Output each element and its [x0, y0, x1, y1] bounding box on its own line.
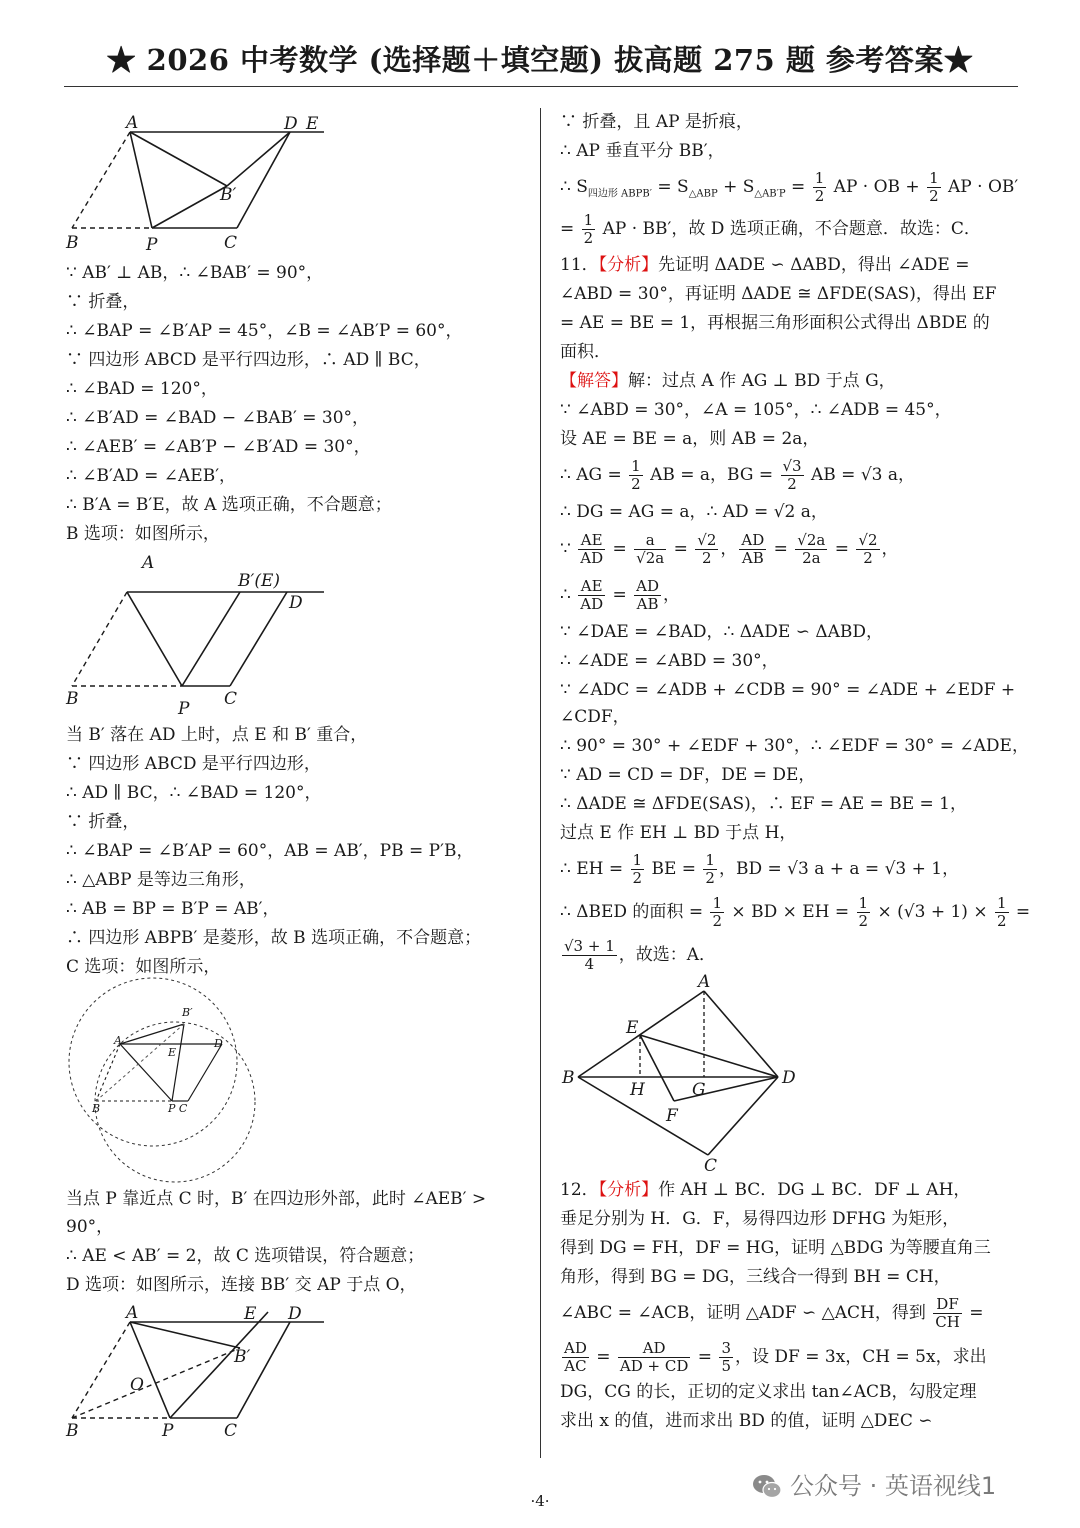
- page-title: ★ 2026 中考数学 (选择题＋填空题) 拔高题 275 题 参考答案★: [106, 43, 974, 77]
- fig4-label-B1: B′: [234, 1347, 251, 1367]
- fig2-label-D: D: [289, 593, 303, 613]
- q12-analysis-5: ∠ABC = ∠ACB，证明 △ADF ∽ △ACH，得到 $\frac{DF}{CH}$ =: [560, 1295, 984, 1331]
- fig1-label-E: E: [306, 114, 319, 134]
- wechat-icon: [752, 1474, 782, 1500]
- fig3-label-E: E: [168, 1046, 177, 1059]
- left-line-9: ∴ B′A = B′E，故 A 选项正确，不合题意；: [66, 495, 392, 515]
- q11-solution-6: ∵ $\frac{AE}{AD}$ = $\frac{a}{√2a}$ = $\frac{√2}{2}$ ， $\frac{AD}{AB}$ = $\frac{√2a}{2a}$ = $\frac{√2}{2}$ ，: [560, 531, 899, 567]
- frac-half-2: $\frac{1}{2}$: [929, 169, 939, 205]
- fig2-label-B: B: [66, 689, 79, 709]
- fig5-label-E: E: [626, 1018, 639, 1038]
- q11-solution-1: 【解答】解：过点 A 作 AG ⊥ BD 于点 G，: [560, 371, 896, 391]
- fig4-label-P: P: [162, 1421, 174, 1441]
- fig3-label-B1: B′: [182, 1006, 193, 1019]
- left-line-13: ∴ AD ∥ BC，∴ ∠BAD = 120°，: [66, 783, 322, 803]
- left-line-1: ∵ AB′ ⊥ AB，∴ ∠BAB′ = 90°，: [66, 263, 324, 283]
- analysis-tag-12: 【分析】: [598, 1180, 659, 1200]
- left-line-15: ∴ ∠BAP = ∠B′AP = 60°，AB = AB′，PB = P′B，: [66, 841, 474, 861]
- fig1-label-B1: B′: [220, 185, 237, 205]
- figure-1-parallelogram: [62, 108, 342, 258]
- figure-3-circles: [62, 982, 272, 1182]
- watermark: [752, 1466, 996, 1501]
- solution-tag: 【解答】: [560, 371, 628, 391]
- analysis-tag: 【分析】: [598, 255, 659, 275]
- q11-analysis-4: 面积．: [560, 342, 611, 362]
- q11-solution-4: ∴ AG = $\frac{1}{2}$ AB = a，BG = $\frac{√3}{2}$ AB = √3 a，: [560, 457, 916, 493]
- figure-4-parallelogram: [62, 1300, 342, 1445]
- area-equation-line: ∴ $S_{四边形 ABPB'} = S_{\triangle ABP} + S_{\triangle AB'P}$ = $\frac{1}{2}$ AP · OB + $\frac{1}{2}$ AP · OB′: [560, 169, 1019, 205]
- left-line-19: C 选项：如图所示，: [66, 957, 221, 977]
- q12-analysis-2: 垂足分别为 H．G．F，易得四边形 DFHG 为矩形，: [560, 1209, 960, 1229]
- left-line-16: ∴ △ABP 是等边三角形，: [66, 870, 256, 890]
- q11-solution-5: ∴ DG = AG = a，∴ AD = √2 a，: [560, 502, 828, 522]
- frac-half-3: $\frac{1}{2}$: [583, 211, 594, 247]
- left-line-6: ∴ ∠B′AD = ∠BAD − ∠BAB′ = 30°，: [66, 408, 370, 428]
- fig4-label-O: O: [130, 1375, 144, 1395]
- q11-analysis-2: ∠ABD = 30°，再证明 ΔADE ≅ ΔFDE(SAS)，得出 EF: [560, 284, 997, 304]
- fig1-label-A: A: [126, 113, 139, 133]
- left-line-20: 当点 P 靠近点 C 时，B′ 在四边形外部，此时 ∠AEB′ >: [66, 1189, 487, 1209]
- q11-solution-2: ∵ ∠ABD = 30°，∠A = 105°，∴ ∠ADB = 45°，: [560, 400, 952, 420]
- q11-solution-17: ∴ ΔBED 的面积 = $\frac{1}{2}$ × BD × EH = $\frac{1}{2}$ × (√3 + 1) × $\frac{1}{2}$ =: [560, 894, 1031, 930]
- left-line-4: ∵ 四边形 ABCD 是平行四边形，∴ AD ∥ BC，: [66, 350, 431, 370]
- column-divider: [540, 108, 541, 1458]
- fig4-label-D: D: [288, 1304, 302, 1324]
- fig3-label-D: D: [214, 1037, 223, 1050]
- q12-analysis-6: $\frac{AD}{AC}$ = $\frac{AD}{AD + CD}$ = $\frac{3}{5}$ ，设 DF = 3x，CH = 5x，求出: [564, 1339, 987, 1375]
- left-line-23: D 选项：如图所示，连接 BB′ 交 AP 于点 O，: [66, 1275, 417, 1295]
- left-line-10: B 选项：如图所示，: [66, 524, 220, 544]
- fig5-label-D: D: [782, 1068, 796, 1088]
- fig5-label-C: C: [704, 1156, 718, 1176]
- q11-solution-16: ∴ EH = $\frac{1}{2}$ BE = $\frac{1}{2}$ ，BD = √3 a + a = √3 + 1，: [560, 851, 960, 887]
- frac-half-1: $\frac{1}{2}$: [814, 169, 825, 205]
- right-line-2: ∴ AP 垂直平分 BB′，: [560, 141, 725, 161]
- q11-solution-7: ∴ $\frac{AE}{AD}$ = $\frac{AD}{AB}$ ，: [560, 577, 681, 613]
- fig1-label-P: P: [146, 235, 158, 255]
- fig5-label-A: A: [698, 972, 711, 992]
- fig3-label-PC: P C: [168, 1102, 188, 1115]
- q12-analysis-3: 得到 DG = FH，DF = HG，证明 △BDG 为等腰直角三: [560, 1238, 991, 1258]
- q11-solution-14: ∴ ΔADE ≅ ΔFDE(SAS)，∴ EF = AE = BE = 1，: [560, 794, 967, 814]
- left-line-11: 当 B′ 落在 AD 上时，点 E 和 B′ 重合，: [66, 725, 368, 745]
- left-line-7: ∴ ∠AEB′ = ∠AB′P − ∠B′AD = 30°，: [66, 437, 371, 457]
- fig4-label-E: E: [244, 1304, 257, 1324]
- left-line-3: ∴ ∠BAP = ∠B′AP = 45°，∠B = ∠AB′P = 60°，: [66, 321, 463, 341]
- q11-solution-9: ∴ ∠ADE = ∠ABD = 30°，: [560, 651, 779, 671]
- q11-solution-8: ∵ ∠DAE = ∠BAD，∴ ΔADE ∽ ΔABD，: [560, 622, 884, 642]
- left-line-17: ∴ AB = BP = B′P = AB′，: [66, 899, 280, 919]
- fig5-label-F: F: [666, 1106, 678, 1126]
- q11-solution-10: ∵ ∠ADC = ∠ADB + ∠CDB = 90° = ∠ADE + ∠EDF +: [560, 680, 1016, 700]
- q11-solution-13: ∵ AD = CD = DF，DE = DE，: [560, 765, 816, 785]
- watermark-text: 公众号 · 英语视线1: [790, 1472, 997, 1500]
- fig4-label-C: C: [224, 1421, 238, 1441]
- page-number: ·4·: [530, 1492, 550, 1510]
- fig3-label-B: B: [92, 1102, 101, 1115]
- figure-2-rhombus: [62, 550, 342, 720]
- left-line-14: ∵ 折叠，: [66, 812, 140, 832]
- left-line-21: 90°，: [66, 1217, 114, 1237]
- q12-analysis-1: 12．【分析】作 AH ⊥ BC．DG ⊥ BC．DF ⊥ AH，: [560, 1180, 971, 1200]
- fig2-label-A: A: [142, 553, 155, 573]
- q11-solution-12: ∴ 90° = 30° + ∠EDF + 30°，∴ ∠EDF = 30° = ∠ADE，: [560, 736, 1029, 756]
- fig3-label-A: A: [114, 1034, 122, 1047]
- fig1-label-C: C: [224, 233, 238, 253]
- q11-solution-15: 过点 E 作 EH ⊥ BD 于点 H，: [560, 823, 797, 843]
- left-line-18: ∴ 四边形 ABPB′ 是菱形，故 B 选项正确，不合题意；: [66, 928, 482, 948]
- right-line-1: ∵ 折叠，且 AP 是折痕，: [560, 112, 753, 132]
- q12-analysis-7: DG，CG 的长，正切的定义求出 tan∠ACB，勾股定理: [560, 1382, 977, 1402]
- q11-solution-11: ∠CDF，: [560, 707, 630, 727]
- figure-5-quadrilateral: [556, 972, 806, 1176]
- q11-analysis-1: 11．【分析】先证明 ΔADE ∽ ΔABD，得出 ∠ADE =: [560, 255, 970, 275]
- q11-analysis-3: = AE = BE = 1，再根据三角形面积公式得出 ΔBDE 的: [560, 313, 990, 333]
- fig4-label-B: B: [66, 1421, 79, 1441]
- left-line-12: ∵ 四边形 ABCD 是平行四边形，: [66, 754, 321, 774]
- q11-solution-3: 设 AE = BE = a，则 AB = 2a，: [560, 429, 820, 449]
- fig5-label-B: B: [562, 1068, 575, 1088]
- q12-analysis-8: 求出 x 的值，进而求出 BD 的值，证明 △DEC ∽: [560, 1411, 933, 1431]
- fig2-label-C: C: [224, 689, 238, 709]
- fig1-label-D: D: [284, 114, 298, 134]
- fig5-label-H: H: [630, 1080, 645, 1100]
- fig1-label-B: B: [66, 233, 79, 253]
- left-line-2: ∵ 折叠，: [66, 292, 140, 312]
- fig5-label-G: G: [692, 1080, 706, 1100]
- header-rule: [64, 86, 1018, 87]
- q11-solution-18: $\frac{√3 + 1}{4}$ ，故选：A．: [564, 937, 717, 973]
- left-line-5: ∴ ∠BAD = 120°，: [66, 379, 218, 399]
- fig4-label-A: A: [126, 1303, 139, 1323]
- fig2-label-P: P: [178, 699, 190, 719]
- left-line-22: ∴ AE < AB′ = 2，故 C 选项错误，符合题意；: [66, 1246, 425, 1266]
- left-line-8: ∴ ∠B′AD = ∠AEB′，: [66, 466, 237, 486]
- q12-analysis-4: 角形，得到 BG = DG，三线合一得到 BH = CH，: [560, 1267, 951, 1287]
- fig2-label-BE: B′(E): [238, 571, 281, 591]
- area-equation-cont: = $\frac{1}{2}$ AP · BB′，故 D 选项正确，不合题意．故选：C．: [560, 211, 981, 247]
